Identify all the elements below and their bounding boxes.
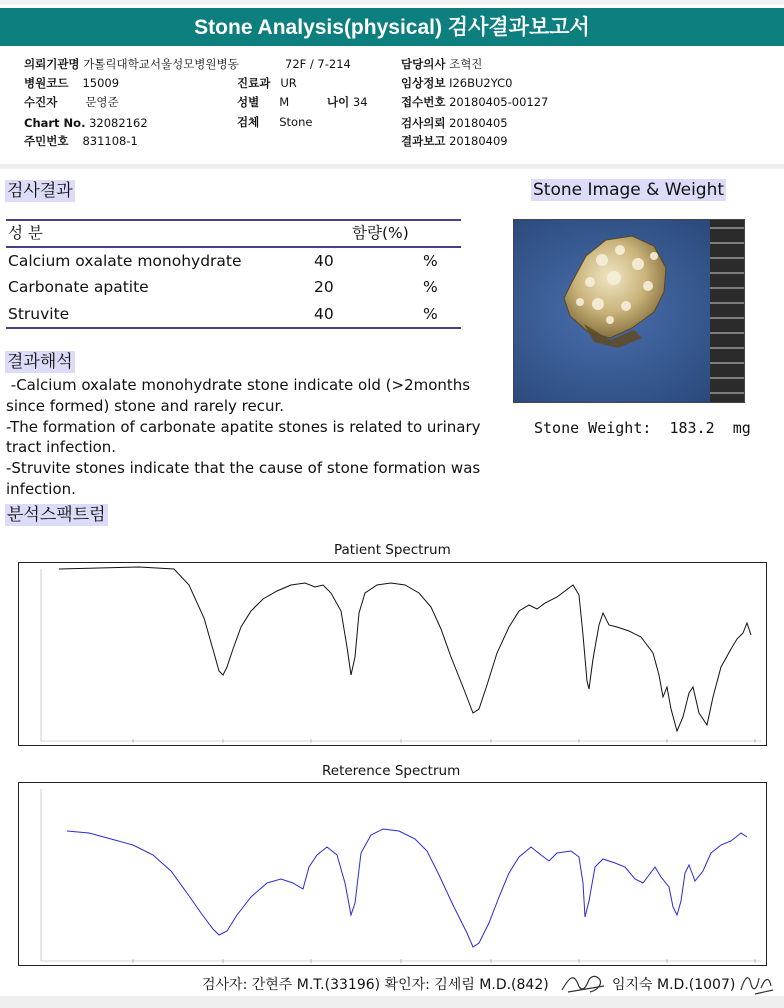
table-header-rule — [6, 246, 461, 248]
info-specimen: 검체 Stone — [237, 115, 313, 129]
result-unit: % — [423, 252, 438, 270]
col-content-header: 함량(%) — [352, 224, 409, 242]
report-title: Stone Analysis(physical) 검사결과보고서 — [0, 8, 784, 46]
results-heading: 검사결과 — [7, 181, 73, 201]
info-row-chart-no: Chart No. 32082162 — [24, 116, 148, 130]
interpretation-heading: 결과해석 — [7, 352, 73, 372]
result-name: Carbonate apatite — [8, 278, 149, 296]
info-clinical: 임상정보 I26BU2YC0 — [401, 76, 513, 90]
info-request-date: 검사의뢰 20180405 — [401, 116, 508, 130]
patient-spectrum-plot — [18, 562, 767, 746]
spectrum-heading: 분석스팩트럼 — [7, 505, 106, 525]
stone-photo — [513, 219, 745, 403]
result-value: 40 — [314, 252, 334, 270]
info-report-date: 결과보고 20180409 — [401, 134, 508, 148]
interpretation-text — [6, 375, 504, 500]
footer-examiners: 검사자: 간현주 M.T.(33196) 확인자: 김세림 M.D.(842) — [202, 977, 549, 993]
result-unit: % — [423, 278, 438, 296]
stone-weight: Stone Weight: 183.2 mg — [534, 419, 751, 437]
info-row-patient: 수진자 문영준 — [24, 95, 119, 109]
stone-image-heading: Stone Image & Weight — [533, 180, 725, 200]
info-dept: 진료과 UR — [237, 76, 297, 90]
interpretation-line: -Calcium oxalate monohydrate stone indicate old (>2months since formed) stone and rarely recur. — [6, 376, 475, 415]
interpretation-line: -The formation of carbonate apatite stones is related to urinary tract infection. — [6, 417, 481, 457]
table-bottom-rule — [6, 327, 461, 329]
reference-spectrum-plot — [18, 782, 767, 966]
info-row-resident-no: 주민번호 831108-1 — [24, 134, 138, 148]
info-row-hospital-code: 병원코드 15009 — [24, 76, 120, 90]
result-value: 20 — [314, 278, 334, 296]
info-sex: 성별 M — [237, 95, 290, 109]
result-name: Struvite — [8, 305, 70, 323]
reference-spectrum-title: Reterence Spectrum — [322, 763, 461, 779]
interpretation-line: -Struvite stones indicate that the cause of stone formation was infection. — [6, 459, 481, 498]
top-strip — [0, 0, 784, 5]
bottom-strip — [0, 996, 784, 1008]
result-unit: % — [423, 305, 438, 323]
info-doctor: 담당의사 조혁진 — [401, 57, 483, 71]
patient-spectrum-title: Patient Spectrum — [334, 542, 451, 558]
footer-pathologist: 임지숙 M.D.(1007) — [612, 977, 736, 993]
info-accession: 접수번호 20180405-00127 — [401, 95, 549, 109]
result-value: 40 — [314, 305, 334, 323]
info-row-institution: 의뢰기관명 가톨릭대학교서울성모병원병동 — [24, 57, 239, 71]
signature-icon — [737, 968, 777, 998]
info-ward: 72F / 7-214 — [285, 57, 351, 71]
col-component-header: 성 분 — [8, 224, 43, 242]
table-top-rule — [6, 219, 461, 221]
signature-icon — [560, 970, 606, 996]
section-divider — [0, 164, 784, 169]
info-age: 나이 34 — [327, 95, 368, 109]
result-name: Calcium oxalate monohydrate — [8, 252, 242, 270]
